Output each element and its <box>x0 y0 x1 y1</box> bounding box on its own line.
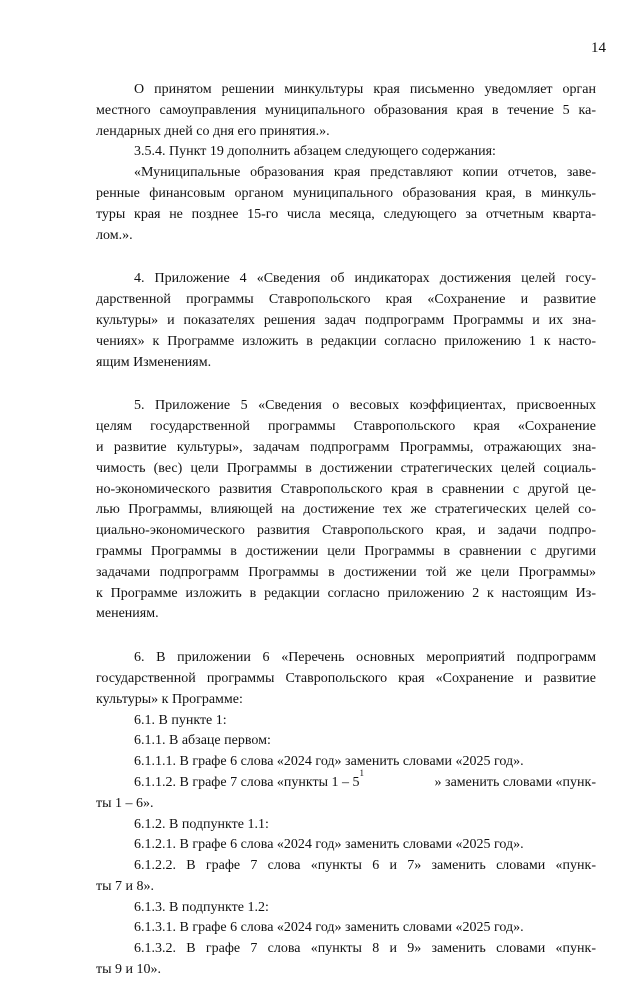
text-line: 3.5.4. Пункт 19 дополнить абзацем следующего содержания: <box>134 144 496 160</box>
text-line: государственной программы Ставропольского края «Сохранение и развитие <box>96 670 596 686</box>
text-line: местного самоуправления муниципального образования края в течение 5 ка- <box>96 102 596 118</box>
text-line: 6.1.2. В подпункте 1.1: <box>134 816 269 832</box>
text-line: «Муниципальные образования края представляют копии отчетов, заве- <box>134 165 596 181</box>
text-line: 6.1.3.2. В графе 7 слова «пункты 8 и 9» заменить словами «пунк- <box>134 941 596 957</box>
text-line: и развитие культуры», задачам подпрограмм Программы, отражающих зна- <box>96 439 596 455</box>
text-line: 6.1.1.1. В графе 6 слова «2024 год» заменить словами «2025 год». <box>134 754 524 770</box>
text-line: О принятом решении минкультуры края письменно уведомляет орган <box>134 82 596 97</box>
text-line: задачами подпрограмм Программы в достижении той же цели Программы» <box>96 564 596 580</box>
text-line: 6.1.3.1. В графе 6 слова «2024 год» заменить словами «2025 год». <box>134 920 524 936</box>
text-line: ты 7 и 8». <box>96 878 155 894</box>
text-line: 6.1.2.2. В графе 7 слова «пункты 6 и 7» заменить словами «пунк- <box>134 858 596 874</box>
text-fragment: 6.1.1.2. В графе 7 слова «пункты 1 – 5 <box>134 774 360 790</box>
text-line: культуры» и показателях решения задач подпрограмм Программы и их зна- <box>96 312 596 328</box>
page-number: 14 <box>591 40 606 56</box>
text-line: 6.1.3. В подпункте 1.2: <box>134 899 269 915</box>
text-line-with-superscript <box>96 767 596 794</box>
text-line: целям государственной программы Ставропольского края «Сохранение <box>96 419 596 435</box>
superscript: 1 <box>359 767 365 778</box>
text-line: ты 9 и 10». <box>96 962 162 978</box>
text-line: 6.1.2.1. В графе 6 слова «2024 год» заменить словами «2025 год». <box>134 837 524 853</box>
text-line: лом.». <box>96 227 133 243</box>
text-line: 6. В приложении 6 «Перечень основных мероприятий подпрограмм <box>134 650 596 666</box>
text-line: 6.1.1. В абзаце первом: <box>134 733 271 749</box>
text-line: граммы Программы в достижении цели Программы в сравнении с другими <box>96 543 596 559</box>
text-line: но-экономического развития Ставропольского края в сравнении с другой це- <box>96 481 596 497</box>
document-body <box>96 80 596 981</box>
text-line: 5. Приложение 5 «Сведения о весовых коэффициентах, присвоенных <box>134 398 596 414</box>
text-line: к Программе изложить в редакции согласно приложению 2 к настоящим Из- <box>96 585 596 601</box>
text-line: ящим Изменениям. <box>96 354 212 370</box>
text-fragment: » заменить словами «пунк- <box>434 774 596 790</box>
text-line: туры края не позднее 15-го числа месяца, следующего за отчетным кварта- <box>96 206 596 222</box>
text-line: менениям. <box>96 606 159 622</box>
text-line: 6.1. В пункте 1: <box>134 712 227 728</box>
text-line: лью Программы, влияющей на достижение тех же стратегических целей со- <box>96 502 596 518</box>
text-line: чимость (вес) цели Программы в достижении стратегических целей социаль- <box>96 460 596 476</box>
text-line: 4. Приложение 4 «Сведения об индикаторах достижения целей госу- <box>134 271 596 287</box>
text-line: лендарных дней со дня его принятия.». <box>96 123 330 139</box>
text-line: чениях» к Программе изложить в редакции согласно приложению 1 к насто- <box>96 333 596 349</box>
text-line: циально-экономического развития Ставропольского края, и задачи подпро- <box>96 523 596 539</box>
text-line: дарственной программы Ставропольского края «Сохранение и развитие <box>96 292 596 308</box>
text-line: культуры» к Программе: <box>96 691 243 707</box>
text-line: ты 1 – 6». <box>96 795 154 811</box>
text-line: ренные финансовым органом муниципального образования края, в минкуль- <box>96 185 596 201</box>
